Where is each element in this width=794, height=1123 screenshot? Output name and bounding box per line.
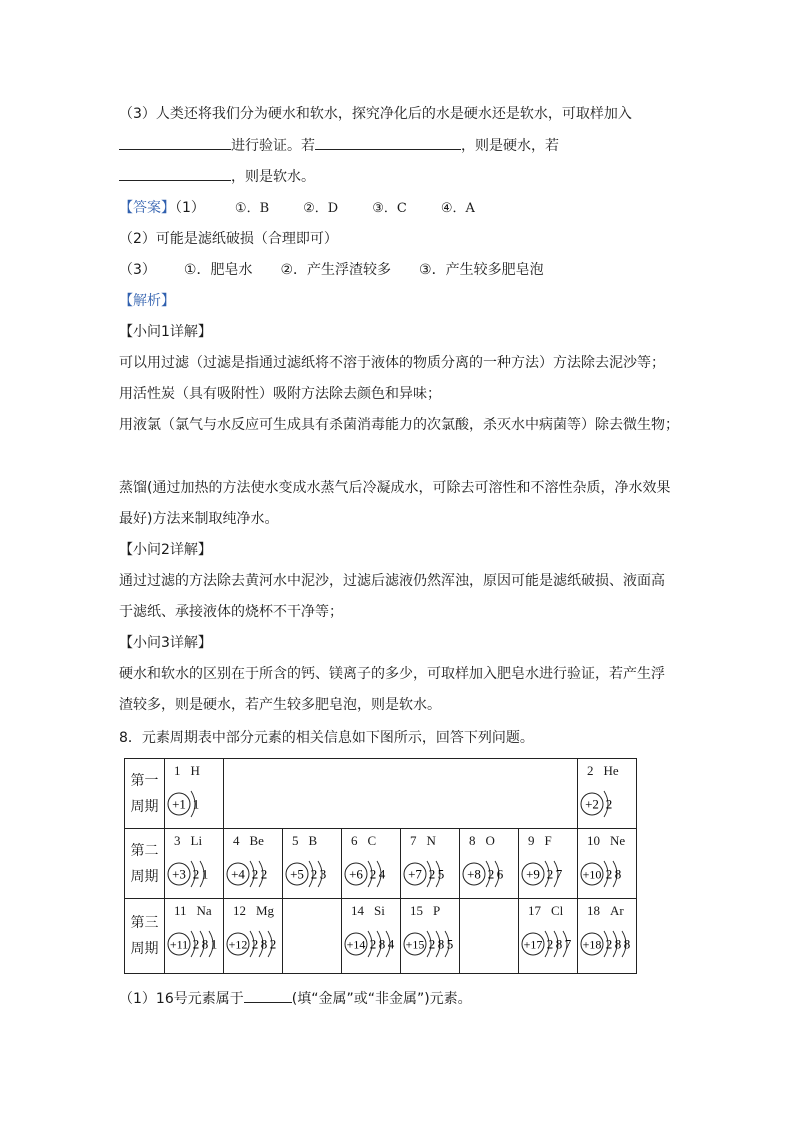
electron-count: 2 <box>269 936 277 952</box>
nucleus-charge: +11 <box>169 937 189 952</box>
answer-line-2: （2）可能是滤纸破损（合理即可） <box>119 231 338 247</box>
atom-structure-diagram <box>342 899 400 968</box>
q3-line-2: 进行验证。若 ，则是硬水，若 <box>119 135 559 155</box>
electron-count: 8 <box>614 866 622 882</box>
analysis-paragraph: 于滤纸、承接液体的烧杯不干净等； <box>119 604 343 620</box>
element-cell <box>519 899 578 974</box>
element-label: 17 Cl <box>528 903 564 918</box>
answer-blank <box>315 135 461 150</box>
element-cell <box>165 829 224 899</box>
atom-structure-diagram <box>578 899 636 968</box>
element-cell <box>224 829 283 899</box>
analysis-paragraph: 通过过滤的方法除去黄河水中泥沙，过滤后滤液仍然浑浊，原因可能是滤纸破损、液面高 <box>119 573 665 589</box>
atom-structure-diagram <box>283 829 341 898</box>
atom-structure-diagram <box>165 899 223 968</box>
electron-count: 2 <box>369 866 377 882</box>
electron-count: 1 <box>192 796 200 812</box>
electron-count: 2 <box>605 936 613 952</box>
electron-count: 2 <box>487 866 495 882</box>
analysis-tag: 【解析】 <box>119 293 175 309</box>
electron-count: 2 <box>369 936 377 952</box>
atom-structure-diagram <box>401 899 459 968</box>
element-label: 1 H <box>174 763 200 778</box>
element-cell <box>578 899 637 974</box>
atom-structure-diagram <box>224 899 282 968</box>
electron-count: 1 <box>201 866 209 882</box>
electron-count: 7 <box>564 936 572 952</box>
sub-question-heading-3: 【小问3详解】 <box>119 635 212 651</box>
answer-blank <box>244 988 292 1003</box>
electron-count: 2 <box>192 936 200 952</box>
element-label: 6 C <box>351 833 377 848</box>
period-label: 第一周期 <box>125 759 165 829</box>
atom-structure-diagram <box>401 829 459 898</box>
answer-line-1: 【答案】（1） ①．B ②．D ③．C ④．A <box>119 200 475 216</box>
analysis-paragraph: 可以用过滤（过滤是指通过滤纸将不溶于液体的物质分离的一种方法）方法除去泥沙等； <box>119 355 665 371</box>
element-label: 9 F <box>528 833 552 848</box>
element-cell <box>224 899 283 974</box>
nucleus-charge: +5 <box>290 866 304 882</box>
periodic-table <box>124 758 637 974</box>
electron-count: 2 <box>546 936 554 952</box>
nucleus-charge: +10 <box>582 867 602 882</box>
element-label: 2 He <box>587 763 619 778</box>
electron-count: 1 <box>210 936 218 952</box>
nucleus-charge: +18 <box>582 937 602 952</box>
analysis-paragraph: 最好)方法来制取纯净水。 <box>119 511 279 527</box>
electron-count: 2 <box>251 866 259 882</box>
nucleus-charge: +8 <box>467 866 481 882</box>
nucleus-charge: +6 <box>349 866 363 882</box>
question-8-title: 8．元素周期表中部分元素的相关信息如下图所示，回答下列问题。 <box>119 730 534 746</box>
nucleus-charge: +1 <box>172 796 186 812</box>
nucleus-charge: +12 <box>228 937 248 952</box>
sub-question-heading-2: 【小问2详解】 <box>119 542 212 558</box>
answer-tag: 【答案】 <box>119 200 175 216</box>
analysis-paragraph: 蒸馏(通过加热的方法使水变成水蒸气后冷凝成水，可除去可溶性和不溶性杂质，净水效果 <box>119 480 671 496</box>
atom-structure-diagram <box>578 829 636 898</box>
electron-count: 7 <box>555 866 563 882</box>
electron-count: 5 <box>446 936 454 952</box>
answer-blank <box>119 135 231 150</box>
analysis-paragraph: 用活性炭（具有吸附性）吸附方法除去颜色和异味； <box>119 386 441 402</box>
atom-structure-diagram <box>342 829 400 898</box>
element-label: 8 O <box>469 833 495 848</box>
element-label: 18 Ar <box>587 903 624 918</box>
electron-count: 2 <box>428 866 436 882</box>
element-cell <box>460 829 519 899</box>
nucleus-charge: +9 <box>526 866 540 882</box>
q3-line-1: （3）人类还将我们分为硬水和软水，探究净化后的水是硬水还是软水，可取样加入 <box>119 106 632 122</box>
atom-structure-diagram <box>165 759 223 828</box>
nucleus-charge: +4 <box>231 866 245 882</box>
element-cell <box>578 829 637 899</box>
element-label: 14 Si <box>351 903 385 918</box>
element-label: 11 Na <box>174 903 212 918</box>
element-cell <box>401 899 460 974</box>
element-label: 7 N <box>410 833 436 848</box>
electron-count: 6 <box>496 866 504 882</box>
electron-count: 2 <box>192 866 200 882</box>
nucleus-charge: +7 <box>408 866 422 882</box>
atom-structure-diagram <box>519 899 577 968</box>
electron-count: 2 <box>260 866 268 882</box>
atom-structure-diagram <box>165 829 223 898</box>
atom-structure-diagram <box>519 829 577 898</box>
sub-question-heading-1: 【小问1详解】 <box>119 324 212 340</box>
electron-count: 8 <box>201 936 209 952</box>
electron-count: 2 <box>251 936 259 952</box>
electron-count: 8 <box>437 936 445 952</box>
element-label: 12 Mg <box>233 903 275 918</box>
electron-count: 8 <box>623 936 631 952</box>
nucleus-charge: +3 <box>172 866 186 882</box>
atom-structure-diagram <box>224 829 282 898</box>
electron-count: 2 <box>546 866 554 882</box>
answer-blank <box>119 166 231 181</box>
element-label: 15 P <box>410 903 441 918</box>
element-cell <box>401 829 460 899</box>
element-cell <box>165 899 224 974</box>
element-cell <box>578 759 637 829</box>
atom-structure-diagram <box>578 759 636 828</box>
electron-count: 8 <box>614 936 622 952</box>
element-label: 5 B <box>292 833 318 848</box>
electron-count: 4 <box>378 866 386 882</box>
period-label: 第二周期 <box>125 829 165 899</box>
electron-count: 8 <box>555 936 563 952</box>
element-label: 4 Be <box>233 833 264 848</box>
q3-line-3: ，则是软水。 <box>119 166 315 186</box>
nucleus-charge: +14 <box>346 937 366 952</box>
nucleus-charge: +15 <box>405 937 425 952</box>
electron-count: 4 <box>387 936 395 952</box>
atom-structure-diagram <box>460 829 518 898</box>
electron-count: 5 <box>437 866 445 882</box>
element-cell <box>165 759 224 829</box>
electron-count: 8 <box>260 936 268 952</box>
element-label: 10 Ne <box>587 833 626 848</box>
analysis-paragraph: 用液氯（氯气与水反应可生成具有杀菌消毒能力的次氯酸，杀灭水中病菌等）除去微生物； <box>119 417 679 433</box>
q8-sub-1: （1）16号元素属于 (填“金属”或“非金属”)元素。 <box>119 988 472 1008</box>
element-label: 3 Li <box>174 833 203 848</box>
element-cell <box>342 829 401 899</box>
electron-count: 2 <box>605 796 613 812</box>
electron-count: 3 <box>319 866 327 882</box>
electron-count: 2 <box>428 936 436 952</box>
element-cell <box>342 899 401 974</box>
element-cell <box>519 829 578 899</box>
electron-count: 2 <box>605 866 613 882</box>
nucleus-charge: +17 <box>523 937 543 952</box>
element-cell <box>283 829 342 899</box>
electron-count: 2 <box>310 866 318 882</box>
period-label: 第三周期 <box>125 899 165 974</box>
answer-line-3: （3） ①．肥皂水 ②．产生浮渣较多 ③．产生较多肥皂泡 <box>119 262 544 278</box>
electron-count: 8 <box>378 936 386 952</box>
analysis-paragraph: 渣较多，则是硬水，若产生较多肥皂泡，则是软水。 <box>119 697 441 713</box>
nucleus-charge: +2 <box>585 796 599 812</box>
analysis-paragraph: 硬水和软水的区别在于所含的钙、镁离子的多少，可取样加入肥皂水进行验证，若产生浮 <box>119 666 665 682</box>
